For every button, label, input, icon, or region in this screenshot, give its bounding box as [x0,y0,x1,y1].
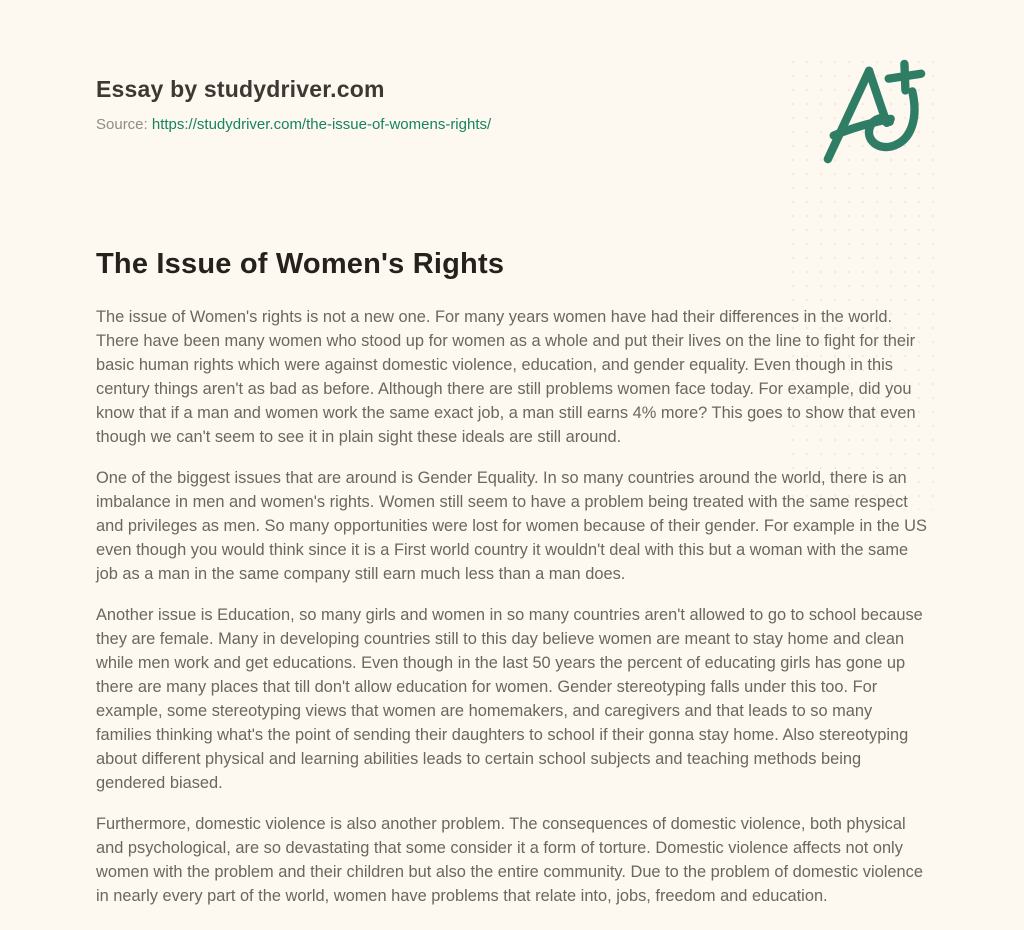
essay-title: The Issue of Women's Rights [96,248,505,280]
studydriver-logo [818,58,930,166]
a-plus-logo-icon [818,58,930,166]
essay-paragraph-4: Furthermore, domestic violence is also another problem. The consequences of domestic violence, both physical and psychological, are so devastating that some consider it a form of torture. Domestic violence affects not only women with the problem and their children but also the entire community. Due to the problem of domestic violence in nearly every part of the world, women have problems that relate into, jobs, freedom and education. [96,815,923,905]
essay-content [96,248,932,908]
source-line [96,116,932,133]
source-link[interactable]: https://studydriver.com/the-issue-of-womens-rights/ [151,116,492,133]
essay-paragraph-3: Another issue is Education, so many girls and women in so many countries aren't allowed to go to school because they are female. Many in developing countries still to this day believe women are meant to stay home and clean while men work and get educations. Even though in the last 50 years the percent of educating girls has gone up there are many places that till don't allow education for women. Gender stereotyping falls under this too. For example, some stereotyping views that women are homemakers, and caregivers and that leads to so many families thinking what's the point of sending their daughters to school if their gonna stay home. Also stereotyping about different physical and learning abilities leads to certain school subjects and teaching methods being gendered biased. [96,606,923,792]
essay-paragraph-1: The issue of Women's rights is not a new one. For many years women have had their differences in the world. There have been many women who stood up for women as a whole and put their lives on the line to fight for their basic human rights which were against domestic violence, education, and gender equality. Even though in this century things aren't as bad as before. Although there are still problems women face today. For example, did you know that if a man and women work the same exact job, a man still earns 4% more? This goes to show that even though we can't seem to see it in plain sight these ideals are still around. [96,308,916,446]
document-header [96,76,932,133]
source-label: Source: [96,116,148,133]
essay-paragraph-2: One of the biggest issues that are around is Gender Equality. In so many countries around the world, there is an imbalance in men and women's rights. Women still seem to have a problem being treated with the same respect and privileges as men. So many opportunities were lost for women because of their gender. For example in the US even though you would think since it is a First world country it wouldn't deal with this but a woman with the same job as a man in the same company still earn much less than a man does. [96,469,927,583]
page-title: Essay by studydriver.com [96,76,385,102]
essay-body [96,305,932,908]
